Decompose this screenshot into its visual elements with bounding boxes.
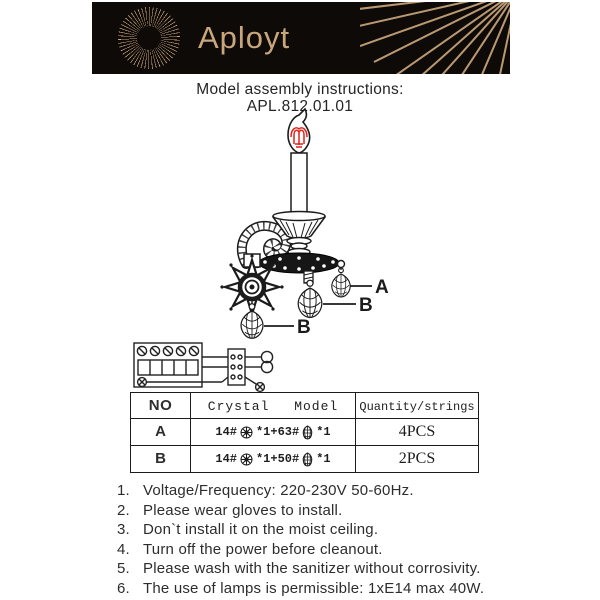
teardrop-crystal-icon	[302, 425, 313, 440]
item-text: The use of lamps is permissible: 1xE14 max 40W.	[143, 579, 485, 597]
list-item	[117, 579, 493, 599]
item-text: Please wash with the sanitizer without corrosivity.	[143, 560, 481, 578]
row-a-no: A	[155, 423, 166, 440]
item-number: 5.	[117, 560, 130, 578]
label-a: A	[375, 277, 389, 298]
crystal-suffix: *1	[316, 425, 331, 439]
item-text: Turn off the power before cleanout.	[143, 540, 383, 558]
header-quantity: Quantity/strings	[359, 399, 475, 414]
row-b-qty: 2PCS	[398, 450, 436, 467]
wiring-terminal-diagram	[128, 337, 300, 395]
header-crystal-model: Crystal Model	[207, 398, 339, 414]
row-a-crystal-model	[191, 425, 355, 440]
ground-screw-icon	[138, 378, 147, 387]
mount-screw-icon	[256, 383, 265, 392]
round-crystal-icon	[240, 453, 253, 466]
item-text: Voltage/Frequency: 220-230V 50-60Hz.	[143, 482, 414, 499]
item-number: 6.	[117, 579, 130, 597]
label-b-arm: B	[359, 295, 373, 316]
item-text: Please wear gloves to install.	[143, 501, 343, 519]
model-number: APL.812.01.01	[246, 98, 354, 115]
round-crystal-icon	[240, 426, 253, 439]
brand-name: Aployt	[198, 20, 291, 55]
flame-bulb-icon	[288, 109, 310, 153]
item-text: Don`t install it on the moist ceiling.	[143, 521, 379, 539]
table-header-row	[131, 393, 479, 419]
crystal-prefix: 14#	[215, 452, 237, 466]
crystal-prefix: 14#	[215, 425, 237, 439]
label-b-plate: B	[297, 317, 311, 338]
table-row	[131, 419, 479, 446]
list-item	[117, 520, 493, 540]
candle-sleeve	[291, 153, 307, 215]
corner-rays-icon	[360, 2, 510, 74]
row-b-no: B	[155, 450, 166, 467]
teardrop-crystal-icon	[302, 452, 313, 467]
crystal-middle: *1+50#	[255, 452, 300, 466]
sconce-assembly-diagram	[160, 104, 420, 344]
table-row	[131, 446, 479, 473]
list-item	[117, 501, 493, 521]
brand-banner	[92, 2, 510, 74]
crystal-middle: *1+63#	[255, 425, 300, 439]
instructions-list	[117, 481, 493, 599]
page-title: Model assembly instructions:	[196, 81, 404, 98]
item-number: 3.	[117, 521, 130, 539]
teardrop-crystal-a	[332, 268, 350, 297]
list-item	[117, 559, 493, 579]
item-number: 2.	[117, 501, 130, 519]
teardrop-crystal-b-arm	[298, 280, 322, 317]
header-no: NO	[148, 396, 173, 414]
list-item	[117, 540, 493, 560]
item-number: 4.	[117, 540, 130, 558]
terminal-screws-icon	[137, 346, 198, 355]
crystal-suffix: *1	[316, 452, 331, 466]
teardrop-crystal-b-plate	[241, 304, 263, 338]
row-a-qty: 4PCS	[398, 423, 436, 440]
parts-table	[130, 392, 479, 473]
row-b-crystal-model	[191, 452, 355, 467]
list-item	[117, 481, 493, 501]
item-number: 1.	[117, 482, 130, 499]
sunburst-logo-icon	[118, 7, 180, 69]
